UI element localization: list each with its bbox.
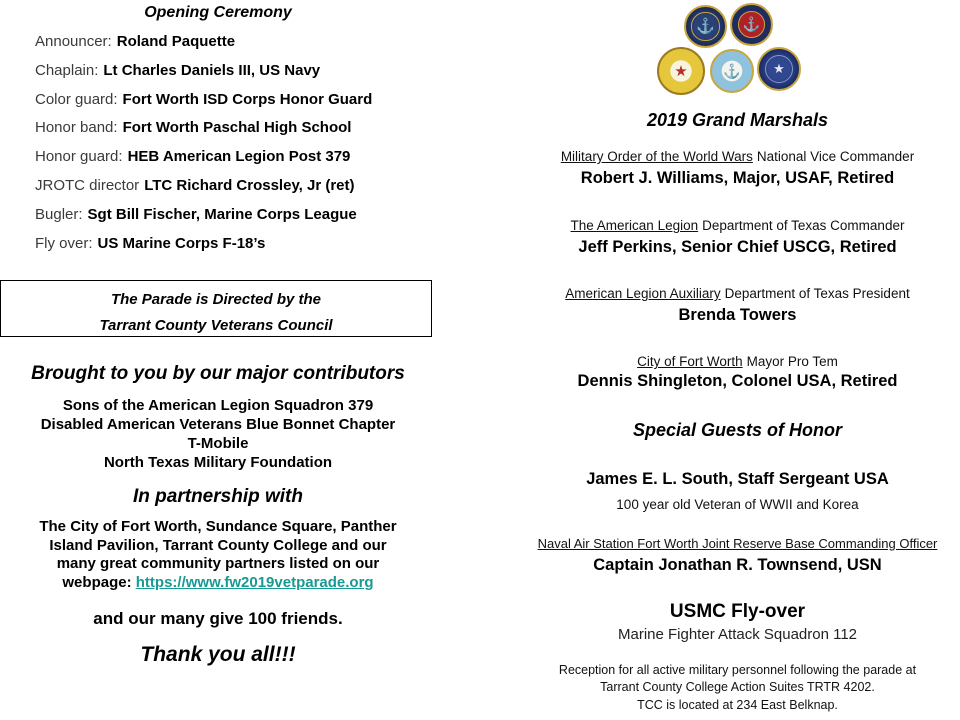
role-value: Fort Worth ISD Corps Honor Guard [122, 90, 373, 108]
marshal-org: American Legion Auxiliary [565, 286, 721, 301]
contributors-heading: Brought to you by our major contributors [31, 363, 405, 384]
anchor-icon: ⚓ [691, 12, 719, 40]
role-label: Honor guard: [35, 148, 123, 166]
role-label: Bugler: [35, 205, 83, 223]
left-column [0, 0, 436, 720]
reception-line: Reception for all active military personnel following the parade at [558, 663, 917, 677]
guest-name: Captain Jonathan R. Townsend, USN [593, 556, 882, 574]
star-icon: ★ [674, 62, 688, 80]
contributor-item: Disabled American Veterans Blue Bonnet Chapter [40, 416, 396, 433]
role-value: Lt Charles Daniels III, US Navy [103, 61, 321, 79]
marshal-org-line [495, 149, 960, 164]
thank-you-line: Thank you all!!! [140, 643, 296, 666]
anchor-icon: ⚓ [723, 62, 741, 79]
special-guests-heading: Special Guests of Honor [632, 420, 843, 440]
list-item [35, 114, 436, 143]
marshal-name: Robert J. Williams, Major, USAF, Retired [580, 169, 895, 187]
contributor-item: T-Mobile [187, 435, 249, 452]
role-label: JROTC director [35, 176, 140, 194]
marshal-org: The American Legion [570, 218, 699, 233]
contributor-item: Sons of the American Legion Squadron 379 [62, 397, 374, 414]
opening-ceremony-list [35, 28, 436, 258]
marshal-title: Department of Texas Commander [702, 218, 905, 233]
friends-line: and our many give 100 friends. [93, 609, 343, 628]
list-item [35, 28, 436, 57]
marshal-org-line [495, 286, 960, 301]
flyover-subtitle: Marine Fighter Attack Squadron 112 [617, 626, 858, 643]
contributor-item: North Texas Military Foundation [103, 454, 333, 471]
marshal-name: Brenda Towers [678, 306, 797, 324]
marshal-name: Dennis Shingleton, Colonel USA, Retired [577, 372, 898, 390]
us-coast-guard-seal-icon [710, 49, 754, 93]
role-value: Sgt Bill Fischer, Marine Corps League [87, 205, 357, 223]
marshal-org-line [495, 218, 960, 233]
marshal-org: Military Order of the World Wars [560, 149, 753, 164]
guest-description: 100 year old Veteran of WWII and Korea [616, 497, 859, 512]
us-navy-seal-icon [684, 5, 727, 48]
list-item [35, 172, 436, 201]
anchor-icon: ⚓ [738, 11, 765, 38]
us-army-seal-icon [657, 47, 705, 95]
marshal-name: Jeff Perkins, Senior Chief USCG, Retired [578, 238, 897, 256]
role-value: US Marine Corps F-18’s [97, 234, 266, 252]
marshal-title: Mayor Pro Tem [746, 354, 838, 369]
role-label: Chaplain: [35, 61, 99, 79]
reception-line: TCC is located at 234 East Belknap. [637, 697, 838, 712]
flyover-heading: USMC Fly-over [669, 601, 806, 622]
star-icon: ★ [765, 55, 793, 83]
guest-name: James E. L. South, Staff Sergeant USA [586, 470, 889, 488]
us-marine-corps-seal-icon [730, 3, 773, 46]
marshal-title: National Vice Commander [756, 149, 915, 164]
role-label: Color guard: [35, 90, 118, 108]
role-value: Fort Worth Paschal High School [122, 119, 352, 137]
partnership-body [0, 518, 436, 593]
right-column [495, 0, 960, 720]
opening-ceremony-title: Opening Ceremony [144, 4, 292, 21]
webpage-label: webpage: [62, 574, 132, 592]
role-label: Announcer: [35, 33, 112, 50]
role-value: Roland Paquette [116, 33, 236, 50]
list-item [35, 143, 436, 172]
role-label: Fly over: [35, 234, 93, 252]
marshal-org-line [495, 354, 960, 369]
partnership-heading: In partnership with [133, 486, 303, 507]
marshal-title: Department of Texas President [724, 286, 910, 301]
contributors-list [0, 396, 436, 472]
grand-marshals-heading: 2019 Grand Marshals [646, 110, 829, 130]
list-item [35, 86, 436, 115]
reception-line: Tarrant County College Action Suites TRTR 4202. [600, 680, 875, 695]
list-item [35, 201, 436, 230]
role-value: LTC Richard Crossley, Jr (ret) [144, 176, 355, 194]
reception-note [495, 662, 960, 714]
partnership-line: Island Pavilion, Tarrant County College and our [49, 536, 387, 554]
partnership-line: many great community partners listed on our [56, 555, 380, 573]
parade-director-box [0, 280, 432, 337]
director-line-2: Tarrant County Veterans Council [99, 317, 333, 334]
us-air-force-seal-icon [757, 47, 801, 91]
role-label: Honor band: [35, 119, 118, 137]
list-item [35, 57, 436, 86]
parade-website-link[interactable]: https://www.fw2019vetparade.org [135, 574, 374, 592]
marshal-org: City of Fort Worth [637, 354, 743, 369]
list-item [35, 230, 436, 259]
partnership-line: The City of Fort Worth, Sundance Square, Panther [39, 518, 397, 535]
director-line-1: The Parade is Directed by the [110, 291, 322, 308]
partnership-webpage-line [0, 574, 436, 593]
guest-org-line: Naval Air Station Fort Worth Joint Reserve Base Commanding Officer [537, 536, 938, 551]
role-value: HEB American Legion Post 379 [127, 148, 351, 166]
